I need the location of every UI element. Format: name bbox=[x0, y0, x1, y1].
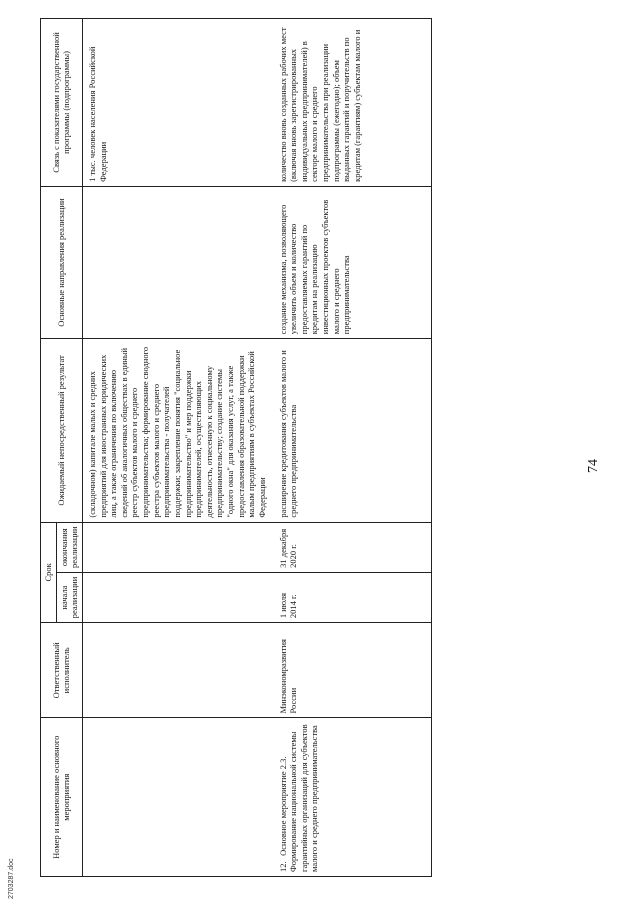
table-row bbox=[82, 19, 270, 877]
row-number: 12. bbox=[277, 861, 288, 872]
cell-indicator: 1 тыс. человек населения Российской Федерации bbox=[82, 19, 270, 187]
cell-expected-result: (складочном) капитале малых и средних предприятий для иностранных юридических лиц, а также ограничения по включению сведений об аналогичных обществах в единый реестр субъектов малого и среднего предпринимательства; формирование сводного реестра субъектов малого и среднего предпринимательства - получателей поддержки; закрепление понятия "социальное предпринимательство" и мер поддержки предпринимателей, осуществляющих деятельность, отнесенную к социальному предпринимательству; создание системы "одного окна" для оказания услуг, а также предоставления образовательной поддержки малым предприятиям в субъектах Российской Федерации bbox=[82, 339, 270, 522]
measure-name: Основное мероприятие 2.3. Формирование национальной системы гарантийных организаций для субъектов малого и среднего предпринимательства bbox=[277, 724, 320, 872]
cell-empty bbox=[82, 522, 270, 572]
cell-executor: Минэкономразвития России bbox=[271, 623, 432, 718]
cell-empty bbox=[82, 718, 270, 877]
cell-empty bbox=[82, 572, 270, 622]
cell-expected-result: расширение кредитования субъектов малого и среднего предпринимательства bbox=[271, 339, 432, 522]
cell-empty bbox=[82, 623, 270, 718]
cell-measure bbox=[271, 718, 432, 877]
header-measure-name: Номер и наименование основного мероприятия bbox=[41, 718, 83, 877]
header-executor: Ответственный исполнитель bbox=[41, 623, 83, 718]
cell-indicator: количество вновь созданных рабочих мест (включая вновь зарегистрированных индивидуальных предпринимателей) в секторе малого и среднего предпринимательства при реализации подпрограммы (ежегодно); объем выданных гарантий и поручительств по кредитам (гарантиям) субъектам малого и bbox=[271, 19, 432, 187]
cell-start: 1 июля 2014 г. bbox=[271, 572, 432, 622]
header-directions: Основные направления реализации bbox=[41, 186, 83, 338]
cell-empty bbox=[82, 186, 270, 338]
header-indicators-link: Связь с показателями государственной программы (подпрограммы) bbox=[41, 19, 83, 187]
page-number: 74 bbox=[586, 459, 601, 473]
cell-end: 31 декабря 2020 г. bbox=[271, 522, 432, 572]
header-term: Срок bbox=[41, 522, 57, 623]
cell-directions: создание механизма, позволяющего увеличить объем и количество предоставляемых гарантий по кредитам на реализацию инвестиционных проектов субъектов малого и среднего предпринимательства bbox=[271, 186, 432, 338]
header-term-end: окончания реализации bbox=[56, 522, 82, 572]
header-term-start: начала реализации bbox=[56, 572, 82, 622]
header-expected-result: Ожидаемый непосредственный результат bbox=[41, 339, 83, 522]
measures-table bbox=[40, 18, 432, 877]
document-code: 2703287.doc bbox=[8, 858, 15, 899]
table-row bbox=[271, 19, 432, 877]
